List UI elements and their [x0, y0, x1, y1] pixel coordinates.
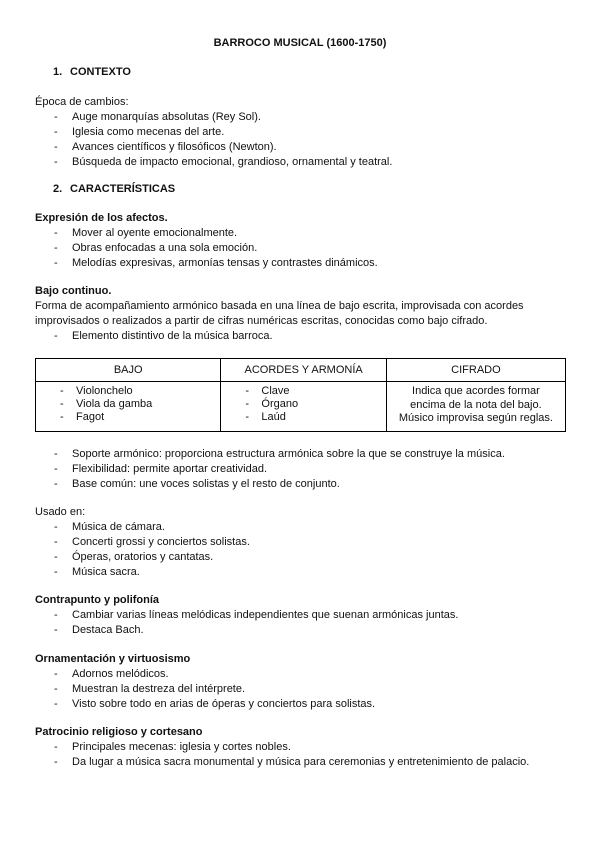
patrocinio-block [35, 725, 575, 770]
section-heading-contexto: 1. CONTEXTO [53, 66, 131, 78]
list-item: - Elemento distintivo de la música barroca. [54, 330, 273, 342]
ornamentacion-heading: Ornamentación y virtuosismo [35, 653, 191, 665]
bajo-text-line: improvisados o realizados a partir de cifras numéricas escritas, conocidas como bajo cifrado. [35, 315, 488, 327]
list-item: - Destaca Bach. [54, 624, 144, 636]
list-item: - Música sacra. [54, 566, 140, 578]
list-item: - Avances científicos y filosóficos (Newton). [54, 141, 277, 153]
bajo-continuo-block [35, 284, 575, 344]
contexto-block [35, 95, 575, 170]
table-cell-cifrado: Indica que acordes formar encima de la nota del bajo. Músico improvisa según reglas. [386, 382, 565, 432]
table-row [36, 382, 566, 432]
list-item: - Viola da gamba [60, 398, 153, 410]
list-item: - Concerti grossi y conciertos solistas. [54, 536, 250, 548]
list-item: - Iglesia como mecenas del arte. [54, 126, 225, 138]
ornamentacion-block [35, 652, 575, 712]
bajo-heading: Bajo continuo. [35, 285, 112, 297]
bajo-continuo-table [35, 358, 566, 432]
list-item: - Flexibilidad: permite aportar creatividad. [54, 463, 268, 475]
list-item: - Da lugar a música sacra monumental y música para ceremonias y entretenimiento de palacio. [54, 756, 530, 768]
list-item: - Adornos melódicos. [54, 668, 169, 680]
table-cell-bajo [36, 382, 221, 432]
list-item: - Principales mecenas: iglesia y cortes nobles. [54, 741, 291, 753]
document-title: BARROCO MUSICAL (1600-1750) [213, 37, 387, 49]
list-item: - Cambiar varias líneas melódicas independientes que suenan armónicas juntas. [54, 609, 459, 621]
table-header-bajo: BAJO [36, 359, 221, 382]
list-item: - Visto sobre todo en arias de óperas y conciertos para solistas. [54, 698, 376, 710]
table-header-row [36, 359, 566, 382]
section-heading-caracteristicas: 2. CARACTERÍSTICAS [53, 183, 176, 195]
list-item: - Clave [245, 385, 290, 397]
contexto-intro: Época de cambios: [35, 96, 129, 108]
list-item: - Auge monarquías absolutas (Rey Sol). [54, 111, 261, 123]
afectos-block [35, 211, 575, 271]
list-item: - Órgano [245, 398, 299, 410]
bajo-features-block [35, 447, 575, 492]
list-item: - Base común: une voces solistas y el resto de conjunto. [54, 478, 340, 490]
list-item: - Fagot [60, 411, 105, 423]
contrapunto-heading: Contrapunto y polifonía [35, 594, 160, 606]
list-item: - Violonchelo [60, 385, 133, 397]
usado-intro: Usado en: [35, 506, 86, 518]
list-item: - Obras enfocadas a una sola emoción. [54, 242, 258, 254]
list-item: - Melodías expresivas, armonías tensas y contrastes dinámicos. [54, 257, 378, 269]
table-cell-acordes [221, 382, 386, 432]
usado-block [35, 505, 575, 580]
contrapunto-block [35, 593, 575, 638]
list-item: - Búsqueda de impacto emocional, grandioso, ornamental y teatral. [54, 156, 393, 168]
list-item: - Muestran la destreza del intérprete. [54, 683, 246, 695]
list-item: - Laúd [245, 411, 286, 423]
table-header-acordes: ACORDES Y ARMONÍA [221, 359, 386, 382]
table-header-cifrado: CIFRADO [386, 359, 565, 382]
afectos-heading: Expresión de los afectos. [35, 212, 168, 224]
list-item: - Óperas, oratorios y cantatas. [54, 551, 214, 563]
list-item: - Mover al oyente emocionalmente. [54, 227, 238, 239]
list-item: - Música de cámara. [54, 521, 165, 533]
bajo-text-line: Forma de acompañamiento armónico basada en una línea de bajo escrita, improvisada con acordes [35, 300, 524, 312]
patrocinio-heading: Patrocinio religioso y cortesano [35, 726, 203, 738]
list-item: - Soporte armónico: proporciona estructura armónica sobre la que se construye la música. [54, 448, 505, 460]
